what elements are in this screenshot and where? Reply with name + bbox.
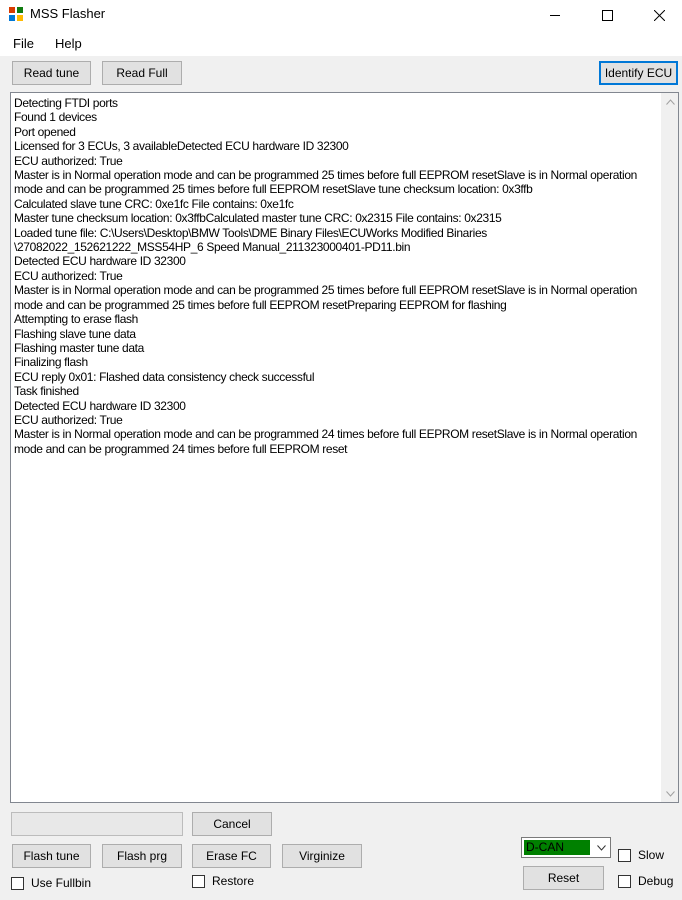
log-line: ECU authorized: True [14,268,123,283]
checkbox-box[interactable] [11,877,24,890]
menu-bar [0,30,682,56]
log-line: Found 1 devices [14,110,97,125]
log-line: Port opened [14,124,76,139]
log-scrollbar[interactable] [661,93,678,802]
reset-button[interactable]: Reset [523,866,604,890]
log-line: Master is in Normal operation mode and can be programmed 24 times before full EEPROM resetSlave is in Normal operation mode and can be programmed 24 times before full EEPROM reset [14,427,638,456]
minimize-icon [550,10,560,20]
log-line: Loaded tune file: C:\Users\Desktop\BMW Tools\DME Binary Files\ECUWorks Modified Binaries \27082022_152621222_MSS54HP_6 Speed Manual_211323000401-PD11.bin [14,225,487,255]
log-line: Detected ECU hardware ID 32300 [14,254,186,269]
log-line: Attempting to erase flash [14,312,138,327]
maximize-icon [602,10,613,21]
scroll-up-button[interactable] [662,93,679,110]
log-line: Licensed for 3 ECUs, 3 availableDetected ECU hardware ID 32300 [14,139,349,154]
log-line: Calculated slave tune CRC: 0xe1fc File contains: 0xe1fc [14,196,294,211]
debug-label: Debug [638,874,674,888]
chevron-down-icon [666,791,675,797]
log-line: Finalizing flash [14,355,88,370]
close-icon [654,10,665,21]
read-full-button[interactable]: Read Full [102,61,182,85]
chevron-down-icon[interactable] [594,840,608,855]
read-tune-button[interactable]: Read tune [12,61,91,85]
log-line: Master is in Normal operation mode and can be programmed 25 times before full EEPROM resetSlave is in Normal operation mode and can be programmed 25 times before full EEPROM resetPreparing EEPROM for flashing [14,283,638,312]
erase-fc-button[interactable]: Erase FC [192,844,271,868]
use-fullbin-checkbox[interactable] [11,876,91,890]
log-line: ECU authorized: True [14,153,123,168]
window-title: MSS Flasher [30,6,106,21]
log-line: ECU reply 0x01: Flashed data consistency check successful [14,369,315,384]
checkbox-box[interactable] [618,875,631,888]
menu-file[interactable]: File [13,36,34,51]
app-icon [8,6,24,22]
maximize-button[interactable] [584,0,630,30]
log-content [14,96,662,456]
flash-prg-button[interactable]: Flash prg [102,844,182,868]
identify-ecu-button[interactable]: Identify ECU [599,61,678,85]
log-line: Master tune checksum location: 0x3ffbCalculated master tune CRC: 0x2315 File contains: 0x2315 [14,211,502,226]
debug-checkbox[interactable] [618,874,673,888]
checkbox-box[interactable] [192,875,205,888]
log-line: Flashing slave tune data [14,326,136,341]
use-fullbin-label: Use Fullbin [31,876,92,890]
log-line: Flashing master tune data [14,340,144,355]
can-mode-value: D-CAN [524,840,590,855]
minimize-button[interactable] [532,0,578,30]
scroll-down-button[interactable] [662,785,679,802]
slow-label: Slow [638,848,665,862]
log-line: ECU authorized: True [14,412,123,427]
log-line: Detected ECU hardware ID 32300 [14,398,186,413]
slow-checkbox[interactable] [618,848,664,862]
close-button[interactable] [636,0,682,30]
flash-tune-button[interactable]: Flash tune [12,844,91,868]
checkbox-box[interactable] [618,849,631,862]
log-line: Task finished [14,384,79,399]
virginize-button[interactable]: Virginize [282,844,362,868]
log-line: Detecting FTDI ports [14,96,118,110]
can-mode-select[interactable] [521,837,611,858]
restore-label: Restore [212,874,255,888]
menu-help[interactable]: Help [55,36,82,51]
chevron-up-icon [666,99,675,105]
title-bar [0,0,682,30]
cancel-button[interactable]: Cancel [192,812,272,836]
log-line: Master is in Normal operation mode and can be programmed 25 times before full EEPROM resetSlave is in Normal operation mode and can be programmed 25 times before full EEPROM resetSlave tune checksum location: 0x3ffb [14,168,638,197]
restore-checkbox[interactable] [192,874,254,888]
progress-field [11,812,183,836]
log-textbox[interactable] [10,92,679,803]
